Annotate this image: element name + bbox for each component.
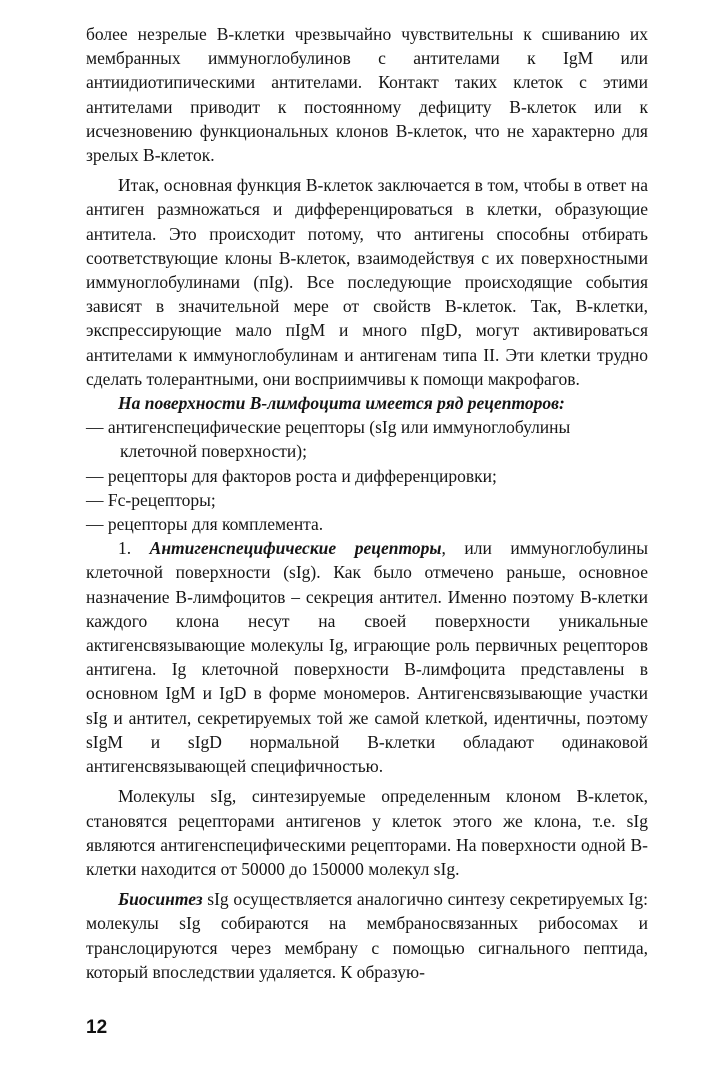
- receptors-heading: На поверхности В-лимфоцита имеется ряд рецепторов:: [118, 393, 565, 414]
- paragraph-3: [86, 536, 648, 778]
- term-biosynthesis: Биосинтез: [118, 889, 203, 910]
- list-item: — Fc-рецепторы;: [86, 489, 216, 510]
- list-item: — рецепторы для комплемента.: [86, 514, 324, 535]
- page-body: [86, 22, 648, 984]
- paragraph-5: [86, 887, 648, 984]
- paragraph-2: Итак, основная функция В-клеток заключается в том, чтобы в ответ на антиген размножаться и дифференцироваться в клетки, образующие антитела. Это происходит потому, что антигены способны отбирать соответствующие клоны В-клеток, взаимодействуя с их поверхностными иммуноглобулинами (пIg). Все последующие происходящие события зависят в значительной мере от свойств В-клеток. Так, В-клетки, экспрессирующие мало пIgM и много пIgD, могут активироваться антителами к иммуноглобулинам и антигенам типа II. Эти клетки трудно сделать толерантными, они восприимчивы к помощи макрофагов.: [86, 175, 648, 389]
- term-antigen-specific-receptors: Антигенспецифические рецепторы: [149, 538, 442, 559]
- paragraph-5-text: sIg осуществляется аналогично синтезу секретируемых Ig: молекулы sIg собираются на мембраносвязанных рибосомах и транслоцируются через мембрану с помощью сигнального пептида, который впоследствии удаляется. К образую-: [86, 889, 648, 982]
- item-number: 1.: [118, 538, 150, 559]
- page-number: 12: [86, 1017, 108, 1038]
- list-item: — рецепторы для факторов роста и дифференцировки;: [86, 465, 497, 486]
- paragraph-4: Молекулы sIg, синтезируемые определенным клоном В-клеток, становятся рецепторами антигенов у клеток этого же клона, т.е. sIg являются антигенспецифическими рецепторами. На поверхности одной В-клетки находится от 50000 до 150000 молекул sIg.: [86, 786, 648, 879]
- receptor-list: [86, 415, 648, 536]
- paragraph-3-text: , или иммуноглобулины клеточной поверхности (sIg). Как было отмечено раньше, основное назначение В-лимфоцитов – секреция антител. Именно поэтому В-клетки каждого клона несут на своей поверхности уникальные актигенсвязывающие молекулы Ig, играющие роль первичных рецепторов антигена. Ig клеточной поверхности В-лимфоцита представлены в основном IgM и IgD в форме мономеров. Антигенсвязывающие участки sIg и антител, секретируемых той же самой клеткой, идентичны, поэтому sIgM и sIgD нормальной В-клетки обладают одинаковой антигенсвязывающей специфичностью.: [86, 538, 648, 777]
- list-item: — антигенспецифические рецепторы (sIg или иммуноглобулины клеточной поверхности);: [86, 417, 571, 462]
- paragraph-1: более незрелые В-клетки чрезвычайно чувствительны к сшиванию их мембранных иммуноглобулинов с антителами к IgM или антиидиотипическими антителами. Контакт таких клеток с этими антителами приводит к постоянному дефициту В-клеток или к исчезновению функциональных клонов В-клеток, что не характерно для зрелых В-клеток.: [86, 24, 648, 166]
